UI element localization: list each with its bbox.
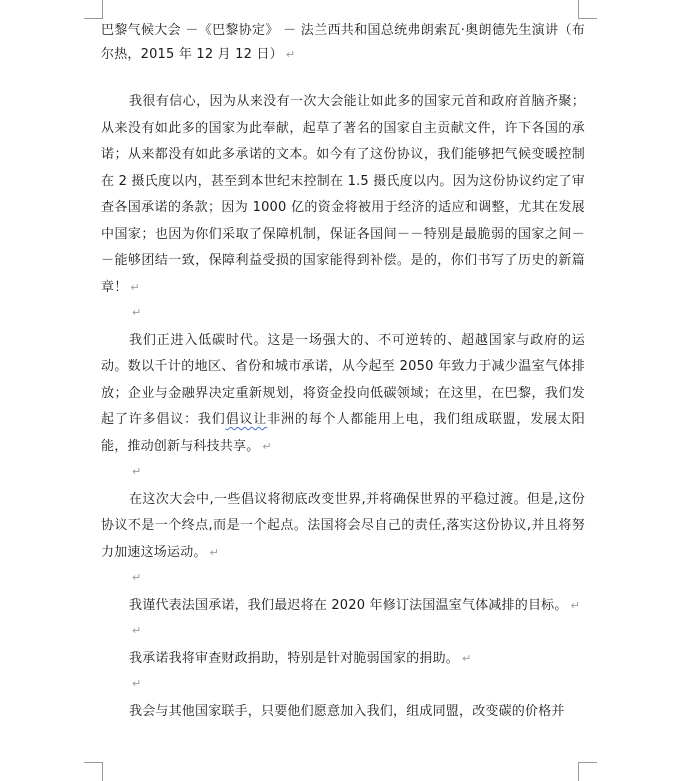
title-spacing (101, 67, 585, 89)
paragraph-mark: ↵ (132, 465, 142, 478)
paragraph-2[interactable] (101, 328, 585, 461)
paragraph-2-text-end: 非洲的每个人都能用上电，我们组成联盟，发展太阳能，推动创新与科技共享。 (101, 412, 585, 454)
paragraph-2-text-start: 我们正进入低碳时代。这是一场强大的、不可逆转的、超越国家与政府的运动。数以千计的地区、省份和城市承诺，从今起至 2050 年致力于减少温室气体排放；企业与金融界决定重新规划，将资金投向低碳领域；在这里，在巴黎，我们发起了许多倡议：我们 (101, 332, 585, 427)
paragraph-mark: ↵ (130, 280, 140, 294)
page-corner-mark-bottom-left (84, 762, 103, 781)
paragraph-4-text: 我谨代表法国承诺，我们最迟将在 2020 年修订法国温室气体减排的目标。 (129, 597, 568, 613)
spellcheck-underlined-text[interactable]: 倡议让 (225, 412, 268, 427)
page-corner-mark-top-left (84, 0, 103, 19)
paragraph-mark: ↵ (132, 571, 142, 584)
paragraph-6[interactable] (101, 699, 585, 726)
paragraph-mark: ↵ (209, 545, 220, 559)
paragraph-1-text: 我很有信心，因为从来没有一次大会能让如此多的国家元首和政府首脑齐聚；从来没有如此多的国家为此奉献，起草了著名的国家自主贡献文件，许下各国的承诺；从来都没有如此多承诺的文本。如今有了这份协议，我们能够把气候变暖控制在 2 摄氏度以内，甚至到本世纪末控制在 1.5 摄氏度以内。因为这份协议约定了审查各国承诺的条款；因为 1000 亿的资金将被用于经济的适应和调整，尤其在发展中国家；也因为你们采取了保障机制，保证各国间－－特别是最脆弱的国家之间－－能够团结一致，保障利益受损的国家能得到补偿。是的，你们书写了历史的新篇章！ (101, 94, 585, 295)
empty-paragraph[interactable] (101, 672, 585, 699)
document-body[interactable] (101, 19, 585, 725)
paragraph-6-text: 我会与其他国家联手，只要他们愿意加入我们，组成同盟，改变碳的价格并 (129, 703, 565, 719)
empty-paragraph[interactable] (101, 566, 585, 593)
paragraph-3[interactable] (101, 487, 585, 567)
page-corner-mark-bottom-right (578, 762, 597, 781)
empty-paragraph[interactable] (101, 619, 585, 646)
paragraph-3-text: 在这次大会中,一些倡议将彻底改变世界,并将确保世界的平稳过渡。但是,这份协议不是一个终点,而是一个起点。法国将会尽自己的责任,落实这份协议,并且将努力加速这场运动。 (101, 491, 585, 560)
paragraph-mark: ↵ (132, 624, 142, 637)
paragraph-mark: ↵ (462, 651, 472, 665)
paragraph-mark: ↵ (132, 306, 142, 319)
paragraph-1[interactable] (101, 89, 585, 301)
empty-paragraph[interactable] (101, 460, 585, 487)
empty-paragraph[interactable] (101, 301, 585, 328)
paragraph-5[interactable] (101, 646, 585, 673)
paragraph-mark: ↵ (262, 439, 272, 453)
paragraph-5-text: 我承诺我将审查财政捐助，特别是针对脆弱国家的捐助。 (129, 650, 460, 666)
paragraph-mark: ↵ (285, 48, 296, 61)
paragraph-mark: ↵ (570, 598, 580, 612)
document-title[interactable] (101, 19, 585, 67)
paragraph-4[interactable] (101, 593, 585, 620)
title-text: 巴黎气候大会 －《巴黎协定》 － 法兰西共和国总统弗朗索瓦·奥朗德先生演讲（布尔热，2015 年 12 月 12 日） (101, 23, 585, 62)
paragraph-mark: ↵ (132, 677, 142, 690)
page-corner-mark-top-right (578, 0, 597, 19)
